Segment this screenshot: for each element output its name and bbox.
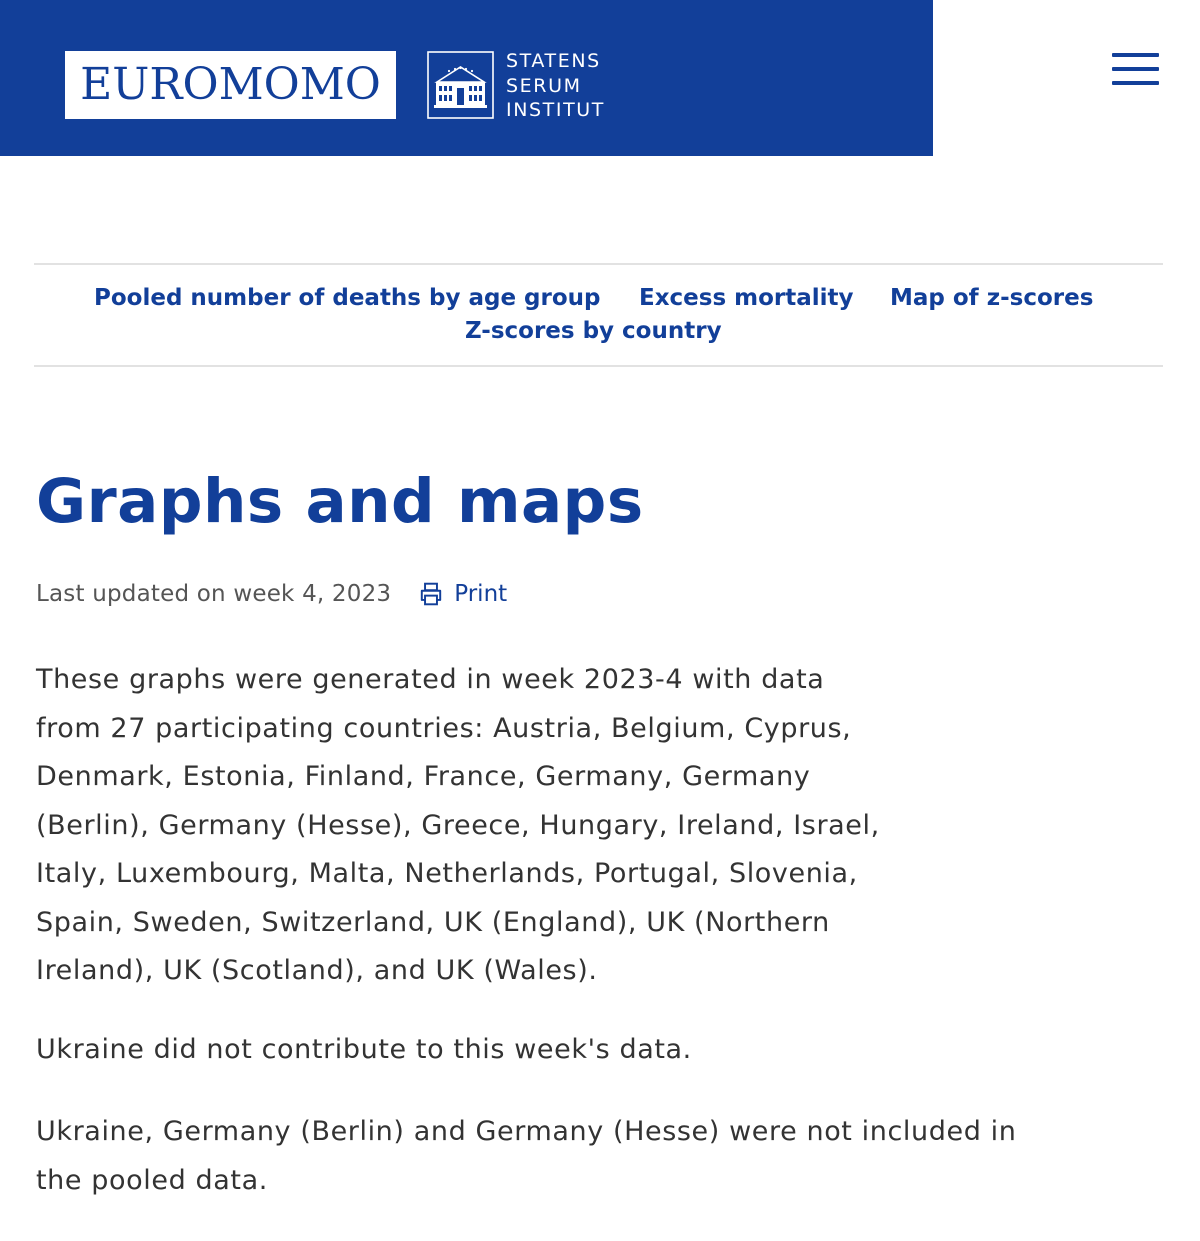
pooled-note-line: Ukraine, Germany (Berlin) and Germany (Hesse) were not included in [36,1116,1017,1147]
page-meta [36,578,507,610]
site-header [0,0,933,156]
menu-bar [1112,81,1159,85]
nav-link-pooled-deaths[interactable]: Pooled number of deaths by age group [94,285,601,311]
ssi-building-icon [427,51,494,119]
intro-line: Denmark, Estonia, Finland, France, Germany, Germany [36,761,811,792]
print-button[interactable] [418,581,507,607]
intro-line: Italy, Luxembourg, Malta, Netherlands, Portugal, Slovenia, [36,858,858,889]
statens-serum-institut-name [506,49,706,123]
last-updated-text: Last updated on week 4, 2023 [36,581,392,607]
ssi-name-line: INSTITUT [506,99,606,121]
ssi-name-line: SERUM [506,74,582,97]
print-label: Print [454,581,508,607]
printer-icon [418,581,444,607]
intro-paragraph [36,656,966,996]
logo-text: EUROMOMO [80,59,381,110]
euromomo-logo[interactable] [65,51,396,119]
ssi-name-line: STATENS [506,50,601,72]
ukraine-note: Ukraine did not contribute to this week's data. [36,1034,692,1065]
nav-link-map-z-scores[interactable]: Map of z-scores [890,285,1094,311]
intro-line: from 27 participating countries: Austria, Belgium, Cyprus, [36,712,852,744]
menu-bar [1112,53,1159,57]
intro-line: Spain, Sweden, Switzerland, UK (England), UK (Northern [36,906,830,938]
page-title: Graphs and maps [36,466,644,537]
pooled-note-line: the pooled data. [36,1164,268,1196]
intro-line: These graphs were generated in week 2023-4 with data [36,664,825,695]
intro-line: Ireland), UK (Scotland), and UK (Wales). [36,955,598,986]
menu-bar [1112,67,1159,71]
nav-link-z-scores-by-country[interactable]: Z-scores by country [465,318,722,344]
section-nav [34,263,1163,367]
pooled-data-note [36,1108,1156,1205]
intro-line: (Berlin), Germany (Hesse), Greece, Hungary, Ireland, Israel, [36,809,880,841]
hamburger-menu-icon[interactable] [1106,48,1164,92]
nav-link-excess-mortality[interactable]: Excess mortality [639,285,854,311]
